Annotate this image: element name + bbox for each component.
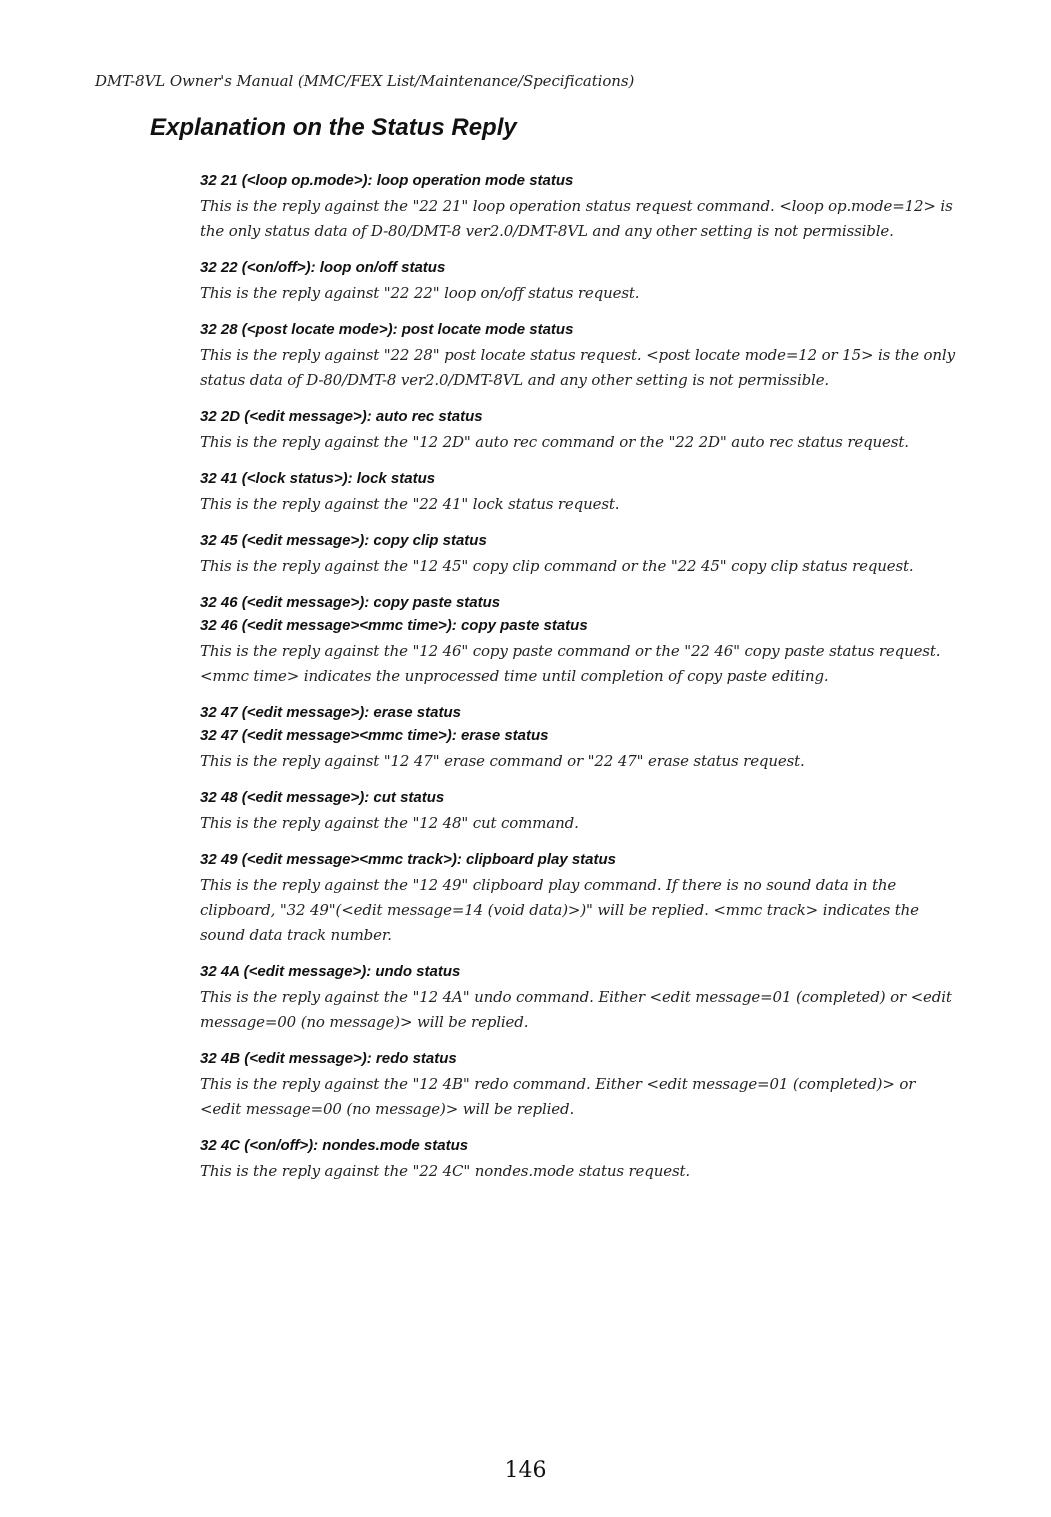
entry-heading: 32 2D (<edit message>): auto rec status [200,408,483,425]
entry-heading: 32 21 (<loop op.mode>): loop operation mode status [200,172,574,189]
status-entry [200,171,960,244]
entry-description: This is the reply against the "12 49" clipboard play command. If there is no sound data in the clipboard, "32 49"(<edit message=14 (void data)>)" will be replied. <mmc track> indicates the sound data track number. [200,876,919,944]
status-entry [200,703,960,774]
entry-description: This is the reply against the "22 21" loop operation status request command. <loop op.mode=12> is the only status data of D-80/DMT-8 ver2.0/DMT-8VL and any other setting is not permissible. [200,197,953,240]
entry-description: This is the reply against the "22 4C" nondes.mode status request. [200,1162,690,1180]
status-entry [200,850,960,948]
entry-description: This is the reply against the "12 46" copy paste command or the "22 46" copy paste status request. <mmc time> indicates the unprocessed time until completion of copy paste editing. [200,642,941,685]
entry-heading: 32 49 (<edit message><mmc track>): clipboard play status [200,851,617,868]
status-reply-list [200,171,960,1198]
entry-heading: 32 46 (<edit message>): copy paste status [200,594,501,611]
entry-heading: 32 4B (<edit message>): redo status [200,1050,457,1067]
entry-description: This is the reply against "22 22" loop on/off status request. [200,284,640,302]
entry-description: This is the reply against the "12 2D" auto rec command or the "22 2D" auto rec status request. [200,433,909,451]
entry-description: This is the reply against the "12 4B" redo command. Either <edit message=01 (completed)> or <edit message=00 (no message)> will be replied. [200,1075,916,1118]
entry-heading: 32 28 (<post locate mode>): post locate mode status [200,321,574,338]
page-number: 146 [504,1458,547,1483]
status-entry [200,258,960,306]
entry-heading: 32 41 (<lock status>): lock status [200,470,436,487]
section-title: Explanation on the Status Reply [150,114,517,141]
entry-description: This is the reply against the "12 48" cut command. [200,814,579,832]
entry-heading: 32 47 (<edit message><mmc time>): erase status [200,727,549,744]
status-entry [200,962,960,1035]
entry-description: This is the reply against the "12 45" copy clip command or the "22 45" copy clip status request. [200,557,914,575]
entry-description: This is the reply against "22 28" post locate status request. <post locate mode=12 or 15> is the only status data of D-80/DMT-8 ver2.0/DMT-8VL and any other setting is not permissible. [200,346,955,389]
entry-description: This is the reply against the "22 41" lock status request. [200,495,620,513]
status-entry [200,469,960,517]
entry-heading: 32 48 (<edit message>): cut status [200,789,445,806]
entry-heading: 32 22 (<on/off>): loop on/off status [200,259,446,276]
status-entry [200,788,960,836]
status-entry [200,1136,960,1184]
entry-heading: 32 47 (<edit message>): erase status [200,704,461,721]
status-entry [200,407,960,455]
entry-description: This is the reply against the "12 4A" undo command. Either <edit message=01 (completed) or <edit message=00 (no message)> will be replied. [200,988,952,1031]
entry-description: This is the reply against "12 47" erase command or "22 47" erase status request. [200,752,805,770]
entry-heading: 32 45 (<edit message>): copy clip status [200,532,487,549]
entry-heading: 32 4A (<edit message>): undo status [200,963,461,980]
status-entry [200,1049,960,1122]
status-entry [200,320,960,393]
status-entry [200,531,960,579]
entry-heading: 32 4C (<on/off>): nondes.mode status [200,1137,469,1154]
status-entry [200,593,960,689]
running-header: DMT-8VL Owner's Manual (MMC/FEX List/Maintenance/Specifications) [95,72,635,90]
entry-heading: 32 46 (<edit message><mmc time>): copy paste status [200,617,588,634]
